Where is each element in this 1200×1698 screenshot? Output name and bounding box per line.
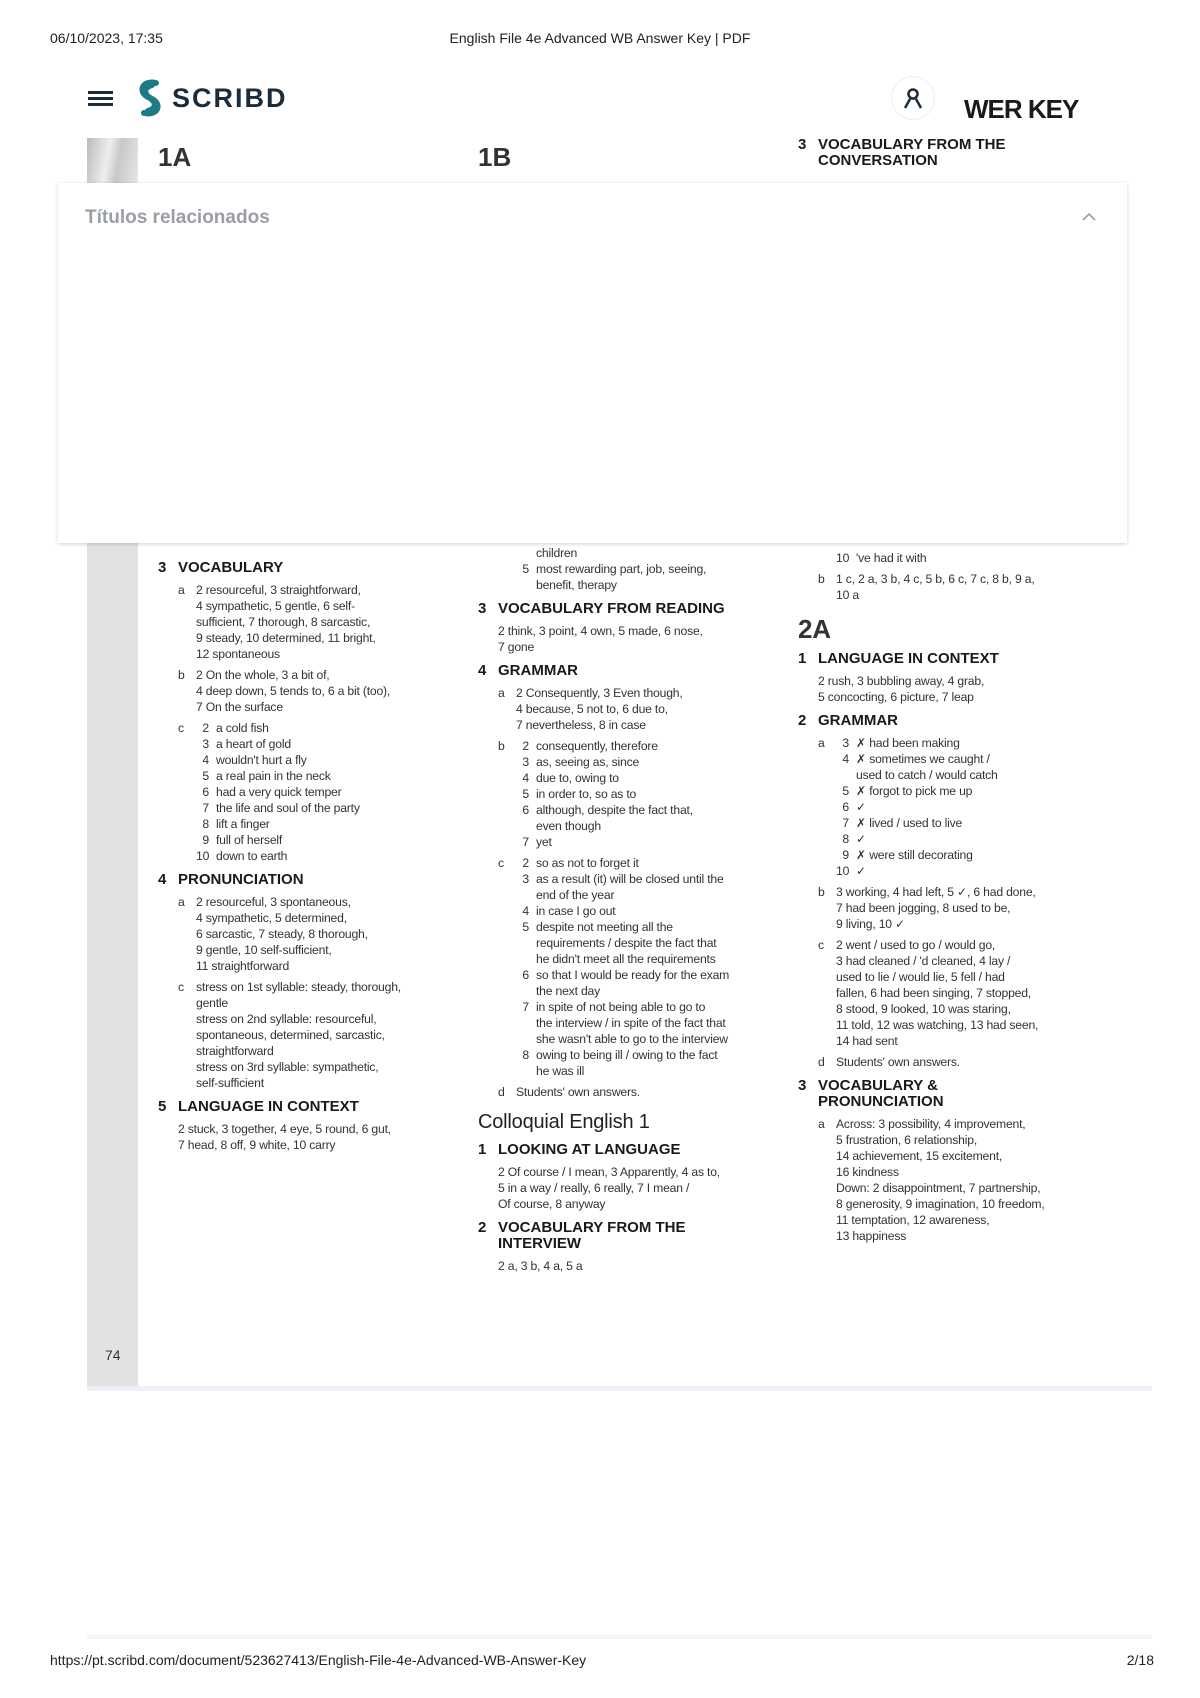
answer-text: due to, owing to	[536, 771, 619, 785]
related-titles-panel	[58, 183, 1127, 543]
section-number: 3	[158, 559, 167, 576]
answer-row	[836, 783, 1108, 799]
answer-row	[196, 736, 468, 752]
answer-number: 10	[836, 864, 850, 878]
answer-row	[196, 752, 468, 768]
section-heading	[478, 1142, 788, 1158]
answer-item	[178, 667, 468, 715]
item-body	[836, 884, 1108, 932]
answer-text: 2 think, 3 point, 4 own, 5 made, 6 nose, 7 gone	[498, 624, 703, 654]
answer-row	[196, 816, 468, 832]
answer-row	[516, 561, 788, 593]
item-body	[836, 735, 1108, 879]
answer-item	[178, 720, 468, 864]
answer-item	[818, 937, 1108, 1049]
item-letter: b	[818, 572, 825, 586]
item-body	[196, 667, 468, 715]
answer-text: so as not to forget it	[536, 856, 639, 870]
hamburger-icon	[86, 86, 116, 110]
answer-text: 2 Of course / I mean, 3 Apparently, 4 as to, 5 in a way / really, 6 really, 7 I mean / Of course, 8 anyway	[498, 1165, 720, 1211]
print-page-count: 2/18	[1126, 1652, 1154, 1668]
answer-row	[836, 815, 1108, 831]
answer-row	[836, 550, 1108, 566]
answer-text: although, despite the fact that, even though	[536, 803, 693, 833]
section-heading	[478, 601, 788, 617]
answer-number: 4	[522, 904, 529, 918]
answer-text: a real pain in the neck	[216, 769, 331, 783]
answer-text: 2 a, 3 b, 4 a, 5 a	[498, 1259, 583, 1273]
answer-row	[516, 1047, 788, 1079]
answer-text: Students' own answers.	[836, 1055, 960, 1069]
answer-text: in order to, so as to	[536, 787, 637, 801]
answer-text: down to earth	[216, 849, 288, 863]
answer-text: ✓	[856, 800, 867, 814]
item-letter	[818, 550, 836, 566]
answer-number: 7	[522, 1000, 529, 1014]
answer-row	[516, 738, 788, 754]
user-icon	[902, 87, 924, 109]
answer-text: ✗ had been making	[856, 736, 960, 750]
answer-number: 4	[202, 753, 209, 767]
answer-row	[516, 919, 788, 967]
answer-row	[516, 545, 788, 561]
answer-number: 6	[202, 785, 209, 799]
answer-number: 3	[522, 755, 529, 769]
item-body	[196, 720, 468, 864]
document-title-fragment: WER KEY	[964, 94, 1079, 124]
answer-text: ✓	[856, 832, 867, 846]
print-datetime: 06/10/2023, 17:35	[50, 30, 163, 46]
answer-row	[836, 863, 1108, 879]
section-heading	[158, 1099, 468, 1115]
section-number: 3	[798, 136, 807, 153]
answer-text: despite not meeting all the requirements / despite the fact that he didn't meet all the requirements	[536, 920, 717, 966]
answer-number: 10	[836, 551, 850, 565]
answer-number: 7	[842, 816, 849, 830]
item-body	[196, 582, 468, 662]
section-heading	[798, 713, 1108, 729]
answer-text: full of herself	[216, 833, 283, 847]
answer-text: ✗ lived / used to live	[856, 816, 963, 830]
section-number: 2	[478, 1219, 487, 1236]
answer-column-1	[158, 552, 468, 1158]
answer-item	[178, 979, 468, 1091]
section-number: 5	[158, 1098, 167, 1115]
section-heading	[158, 560, 468, 576]
answer-row	[196, 848, 468, 864]
answer-text: lift a finger	[216, 817, 270, 831]
answer-item	[818, 571, 1108, 603]
item-letter: b	[818, 885, 825, 899]
section-number: 4	[158, 871, 167, 888]
print-url: https://pt.scribd.com/document/523627413/English-File-4e-Advanced-WB-Answer-Key	[50, 1652, 587, 1668]
section-title: GRAMMAR	[818, 712, 898, 729]
item-letter: c	[178, 721, 184, 735]
answer-number: 4	[842, 752, 849, 766]
item-letter: b	[178, 668, 185, 682]
section-heading	[798, 137, 1006, 169]
answer-text: 2 went / used to go / would go, 3 had cleaned / 'd cleaned, 4 lay / used to lie / would lie, 5 fell / had fallen, 6 had been singing, 7 stopped, 8 stood, 9 looked, 10 was staring, 11 told, 12 was watching, 13 had seen, 14 had sent	[836, 938, 1039, 1048]
item-body	[516, 545, 788, 593]
answer-item	[178, 894, 468, 974]
answer-row	[196, 768, 468, 784]
answer-row	[516, 754, 788, 770]
section-title: VOCABULARY FROM THE INTERVIEW	[498, 1219, 686, 1252]
section-number: 1	[478, 1141, 487, 1158]
answer-number: 9	[202, 833, 209, 847]
answer-text: 2 stuck, 3 together, 4 eye, 5 round, 6 gut, 7 head, 8 off, 9 white, 10 carry	[178, 1122, 391, 1152]
answer-number: 5	[522, 920, 529, 934]
section-number: 4	[478, 662, 487, 679]
answer-number: 7	[202, 801, 209, 815]
answer-number: 10	[196, 849, 210, 863]
logo-text: SCRIBD	[172, 82, 288, 113]
section-number: 3	[798, 1077, 807, 1094]
answer-row	[516, 855, 788, 871]
section-title: GRAMMAR	[498, 662, 578, 679]
answer-number: 3	[522, 872, 529, 886]
item-letter: a	[818, 736, 825, 750]
answer-text: a cold fish	[216, 721, 269, 735]
answer-text: in spite of not being able to go to the interview / in spite of the fact that she wasn't able to go to the interview	[536, 1000, 728, 1046]
answer-row	[836, 847, 1108, 863]
answer-text: ✓	[856, 864, 867, 878]
answer-text: in case I go out	[536, 904, 616, 918]
answer-number: 5	[202, 769, 209, 783]
section-heading	[478, 663, 788, 679]
answer-number: 8	[202, 817, 209, 831]
answer-column-2	[478, 545, 788, 1279]
item-body	[196, 979, 468, 1091]
page-number: 74	[105, 1347, 121, 1363]
answer-number: 8	[842, 832, 849, 846]
unit-heading: 2A	[798, 614, 831, 644]
answer-number: 4	[522, 771, 529, 785]
answer-number: 5	[842, 784, 849, 798]
page-side-strip-image	[87, 138, 138, 188]
answer-number: 3	[842, 736, 849, 750]
item-letter: d	[498, 1085, 505, 1099]
item-letter: c	[818, 938, 824, 952]
answer-text: consequently, therefore	[536, 739, 658, 753]
account-button[interactable]	[891, 76, 935, 120]
chevron-up-icon	[1079, 209, 1099, 225]
answer-row	[516, 999, 788, 1047]
answer-row	[196, 832, 468, 848]
answer-item	[498, 738, 788, 850]
item-body	[836, 550, 1108, 566]
section-heading	[158, 872, 468, 888]
answer-row	[516, 770, 788, 786]
answer-row	[836, 831, 1108, 847]
item-body	[836, 1116, 1108, 1244]
answer-item	[178, 582, 468, 662]
scribd-logo[interactable]	[134, 78, 288, 118]
answer-text: Students' own answers.	[516, 1085, 640, 1099]
answer-number: 6	[842, 800, 849, 814]
item-letter: a	[178, 583, 185, 597]
answer-row	[516, 871, 788, 903]
answer-text: 2 resourceful, 3 straightforward, 4 sympathetic, 5 gentle, 6 self- sufficient, 7 thorough, 8 sarcastic, 9 steady, 10 determined, 11 bright, 12 spontaneous	[196, 583, 376, 661]
answer-item	[818, 1116, 1108, 1244]
answer-text: as a result (it) will be closed until the end of the year	[536, 872, 724, 902]
section-number: 3	[478, 600, 487, 617]
answer-number: 5	[522, 787, 529, 801]
answer-item	[498, 685, 788, 733]
section-title: VOCABULARY FROM READING	[498, 600, 725, 617]
answer-text: children	[536, 546, 578, 560]
answer-text: Across: 3 possibility, 4 improvement, 5 frustration, 6 relationship, 14 achievement, 15 excitement, 16 kindness Down: 2 disappointment, 7 partnership, 8 generosity, 9 imagination, 10 freedom, 11 temptation, 12 awareness, 13 happiness	[836, 1117, 1045, 1243]
section-heading	[798, 651, 1108, 667]
answer-column-3	[798, 550, 1108, 1249]
answer-text: 2 On the whole, 3 a bit of, 4 deep down, 5 tends to, 6 a bit (too), 7 On the surface	[196, 668, 391, 714]
answer-item	[818, 884, 1108, 932]
answer-number: 6	[522, 968, 529, 982]
answer-row	[516, 834, 788, 850]
item-letter: a	[178, 895, 185, 909]
answer-row	[516, 802, 788, 834]
unit-heading-1b: 1B	[478, 142, 512, 172]
answer-text: had a very quick temper	[216, 785, 342, 799]
answer-item	[818, 735, 1108, 879]
answer-text: 2 rush, 3 bubbling away, 4 grab, 5 concocting, 6 picture, 7 leap	[818, 674, 985, 704]
answer-item	[498, 545, 788, 593]
answer-number: 3	[202, 737, 209, 751]
menu-button[interactable]	[86, 86, 116, 110]
section-heading	[798, 1078, 1108, 1110]
item-body	[516, 685, 788, 733]
colloquial-title: Colloquial English 1	[478, 1111, 650, 1133]
collapse-button[interactable]	[1079, 209, 1099, 225]
answer-text: 1 c, 2 a, 3 b, 4 c, 5 b, 6 c, 7 c, 8 b, 9 a, 10 a	[836, 572, 1035, 602]
section-title: PRONUNCIATION	[178, 871, 304, 888]
item-letter	[498, 545, 516, 593]
item-letter: a	[498, 686, 505, 700]
answer-row	[516, 786, 788, 802]
answer-text: as, seeing as, since	[536, 755, 640, 769]
item-body	[516, 1084, 788, 1100]
scribd-logo-icon	[134, 78, 166, 118]
answer-text: stress on 1st syllable: steady, thorough, gentle stress on 2nd syllable: resourceful, spontaneous, determined, sarcastic, straightforward stress on 3rd syllable: sympathetic, self-sufficient	[196, 980, 401, 1090]
related-titles-heading: Títulos relacionados	[85, 207, 270, 228]
item-letter: d	[818, 1055, 825, 1069]
answer-text: owing to being ill / owing to the fact he was ill	[536, 1048, 718, 1078]
answer-row	[516, 967, 788, 999]
answer-item	[818, 1054, 1108, 1070]
answer-number: 6	[522, 803, 529, 817]
answer-item	[498, 1084, 788, 1100]
section-title: LANGUAGE IN CONTEXT	[178, 1098, 359, 1115]
print-title: English File 4e Advanced WB Answer Key | PDF	[449, 30, 751, 46]
answer-number: 2	[522, 856, 529, 870]
answer-number: 7	[522, 835, 529, 849]
answer-text: 2 resourceful, 3 spontaneous, 4 sympathetic, 5 determined, 6 sarcastic, 7 steady, 8 thorough, 9 gentle, 10 self-sufficient, 11 straightforward	[196, 895, 368, 973]
answer-number	[516, 545, 536, 561]
unit-heading-1a: 1A	[158, 142, 192, 172]
answer-text: wouldn't hurt a fly	[216, 753, 307, 767]
answer-text: 2 Consequently, 3 Even though, 4 because, 5 not to, 6 due to, 7 nevertheless, 8 in case	[516, 686, 683, 732]
answer-text: 3 working, 4 had left, 5 ✓, 6 had done, 7 had been jogging, 8 used to be, 9 living, 10 ✓	[836, 885, 1036, 931]
section-number: 1	[798, 650, 807, 667]
answer-number: 8	[522, 1048, 529, 1062]
answer-number: 5	[522, 562, 529, 576]
answer-row	[196, 800, 468, 816]
item-body	[516, 855, 788, 1079]
answer-text: ✗ sometimes we caught / used to catch / would catch	[856, 752, 998, 782]
answer-row	[836, 751, 1108, 783]
section-number: 2	[798, 712, 807, 729]
item-letter: a	[818, 1117, 825, 1131]
answer-text: most rewarding part, job, seeing, benefit, therapy	[536, 562, 707, 592]
item-body	[836, 571, 1108, 603]
section-title: LOOKING AT LANGUAGE	[498, 1141, 681, 1158]
answer-row	[516, 903, 788, 919]
section-title: VOCABULARY & PRONUNCIATION	[818, 1077, 944, 1110]
answer-text: so that I would be ready for the exam the next day	[536, 968, 730, 998]
answer-item	[498, 855, 788, 1079]
answer-row	[196, 784, 468, 800]
answer-text: ✗ were still decorating	[856, 848, 973, 862]
answer-number: 9	[842, 848, 849, 862]
answer-item	[818, 550, 1108, 566]
section-title: LANGUAGE IN CONTEXT	[818, 650, 999, 667]
answer-row	[836, 799, 1108, 815]
answer-text: ✗ forgot to pick me up	[856, 784, 973, 798]
item-body	[196, 894, 468, 974]
item-body	[836, 937, 1108, 1049]
next-page-edge	[87, 1635, 1152, 1639]
section-title: VOCABULARY FROM THE CONVERSATION	[818, 136, 1006, 169]
section-heading	[478, 1220, 788, 1252]
item-letter: c	[178, 980, 184, 994]
section-title: VOCABULARY	[178, 559, 284, 576]
answer-text: yet	[536, 835, 552, 849]
answer-text: a heart of gold	[216, 737, 291, 751]
answer-row	[836, 735, 1108, 751]
answer-text: the life and soul of the party	[216, 801, 360, 815]
item-body	[836, 1054, 1108, 1070]
item-letter: c	[498, 856, 504, 870]
answer-row	[196, 720, 468, 736]
answer-text: 've had it with	[856, 551, 927, 565]
page-bottom-edge	[87, 1386, 1152, 1391]
item-body	[516, 738, 788, 850]
answer-number: 2	[202, 721, 209, 735]
item-letter: b	[498, 739, 505, 753]
answer-number: 2	[522, 739, 529, 753]
